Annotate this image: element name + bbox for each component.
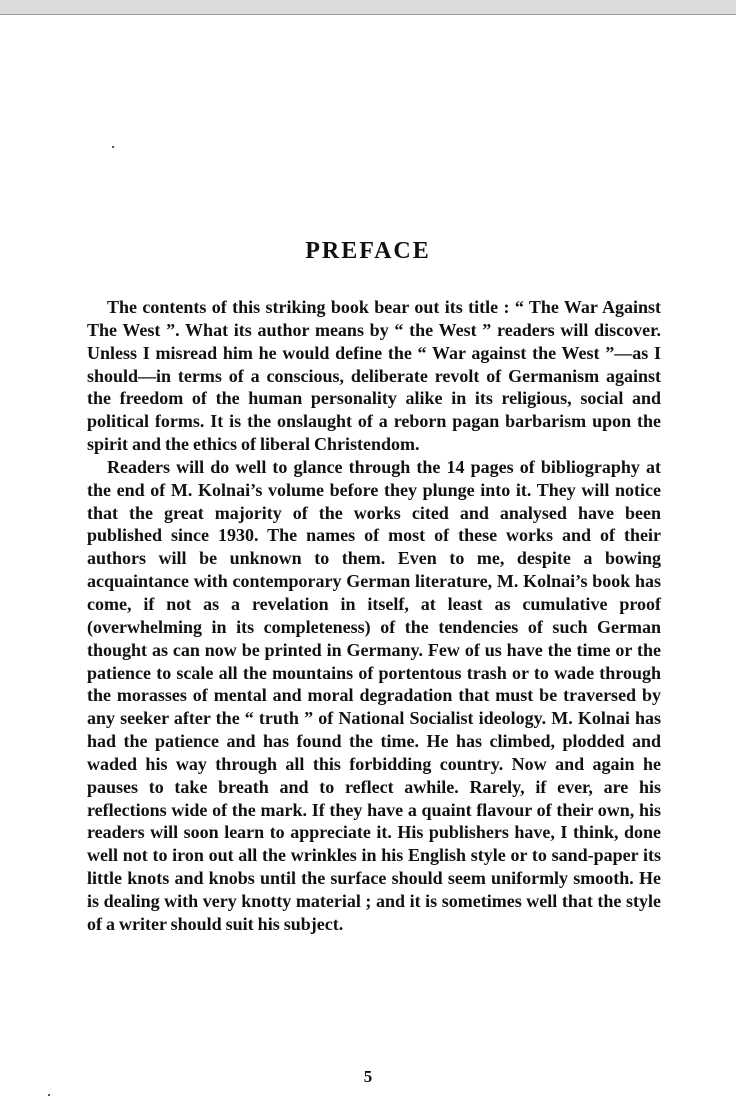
viewer-top-bar (0, 0, 736, 15)
paragraph-1: The contents of this striking book bear out its title : “ The War Against The West ”. What its author means by “ the West ” readers will discover. Unless I misread him he would define the “ War against the West ”—as I should—in terms of a conscious, deliberate revolt of Germanism against the freedom of the human personality alike in its religious, social and political forms. It is the onslaught of a reborn pagan barbarism upon the spirit and the ethics of liberal Christendom. (87, 297, 661, 455)
scan-speck (112, 146, 114, 148)
document-page (0, 15, 736, 1114)
body-text (87, 296, 661, 936)
paragraph-2: Readers will do well to glance through the 14 pages of bibliography at the end of M. Kolnai’s volume before they plunge into it. They will notice that the great majority of the works cited and analysed have been published since 1930. The names of most of these works and of their authors will be unknown to them. Even to me, despite a bowing acquaintance with contemporary German literature, M. Kolnai’s book has come, if not as a revelation in itself, at least as cumulative proof (overwhelming in its completeness) of the tendencies of such German thought as can now be printed in Germany. Few of us have the time or the patience to scale all the mountains of portentous trash or to wade through the morasses of mental and moral degradation that must be traversed by any seeker after the “ truth ” of National Socialist ideology. M. Kolnai has had the patience and has found the time. He has climbed, plodded and waded his way through all this forbidding country. Now and again he pauses to take breath and to reflect awhile. Rarely, if ever, are his reflections wide of the mark. If they have a quaint flavour of their own, his readers will soon learn to appreciate it. His publishers have, I think, done well not to iron out all the wrinkles in his English style or to sand-paper its little knots and knobs until the surface should seem uniformly smooth. He is dealing with very knotty material ; and it is sometimes well that the style of a writer should suit his subject. (87, 456, 661, 934)
page-number: 5 (363, 1067, 373, 1086)
page-title: PREFACE (305, 238, 431, 264)
scan-speck (48, 1094, 50, 1096)
